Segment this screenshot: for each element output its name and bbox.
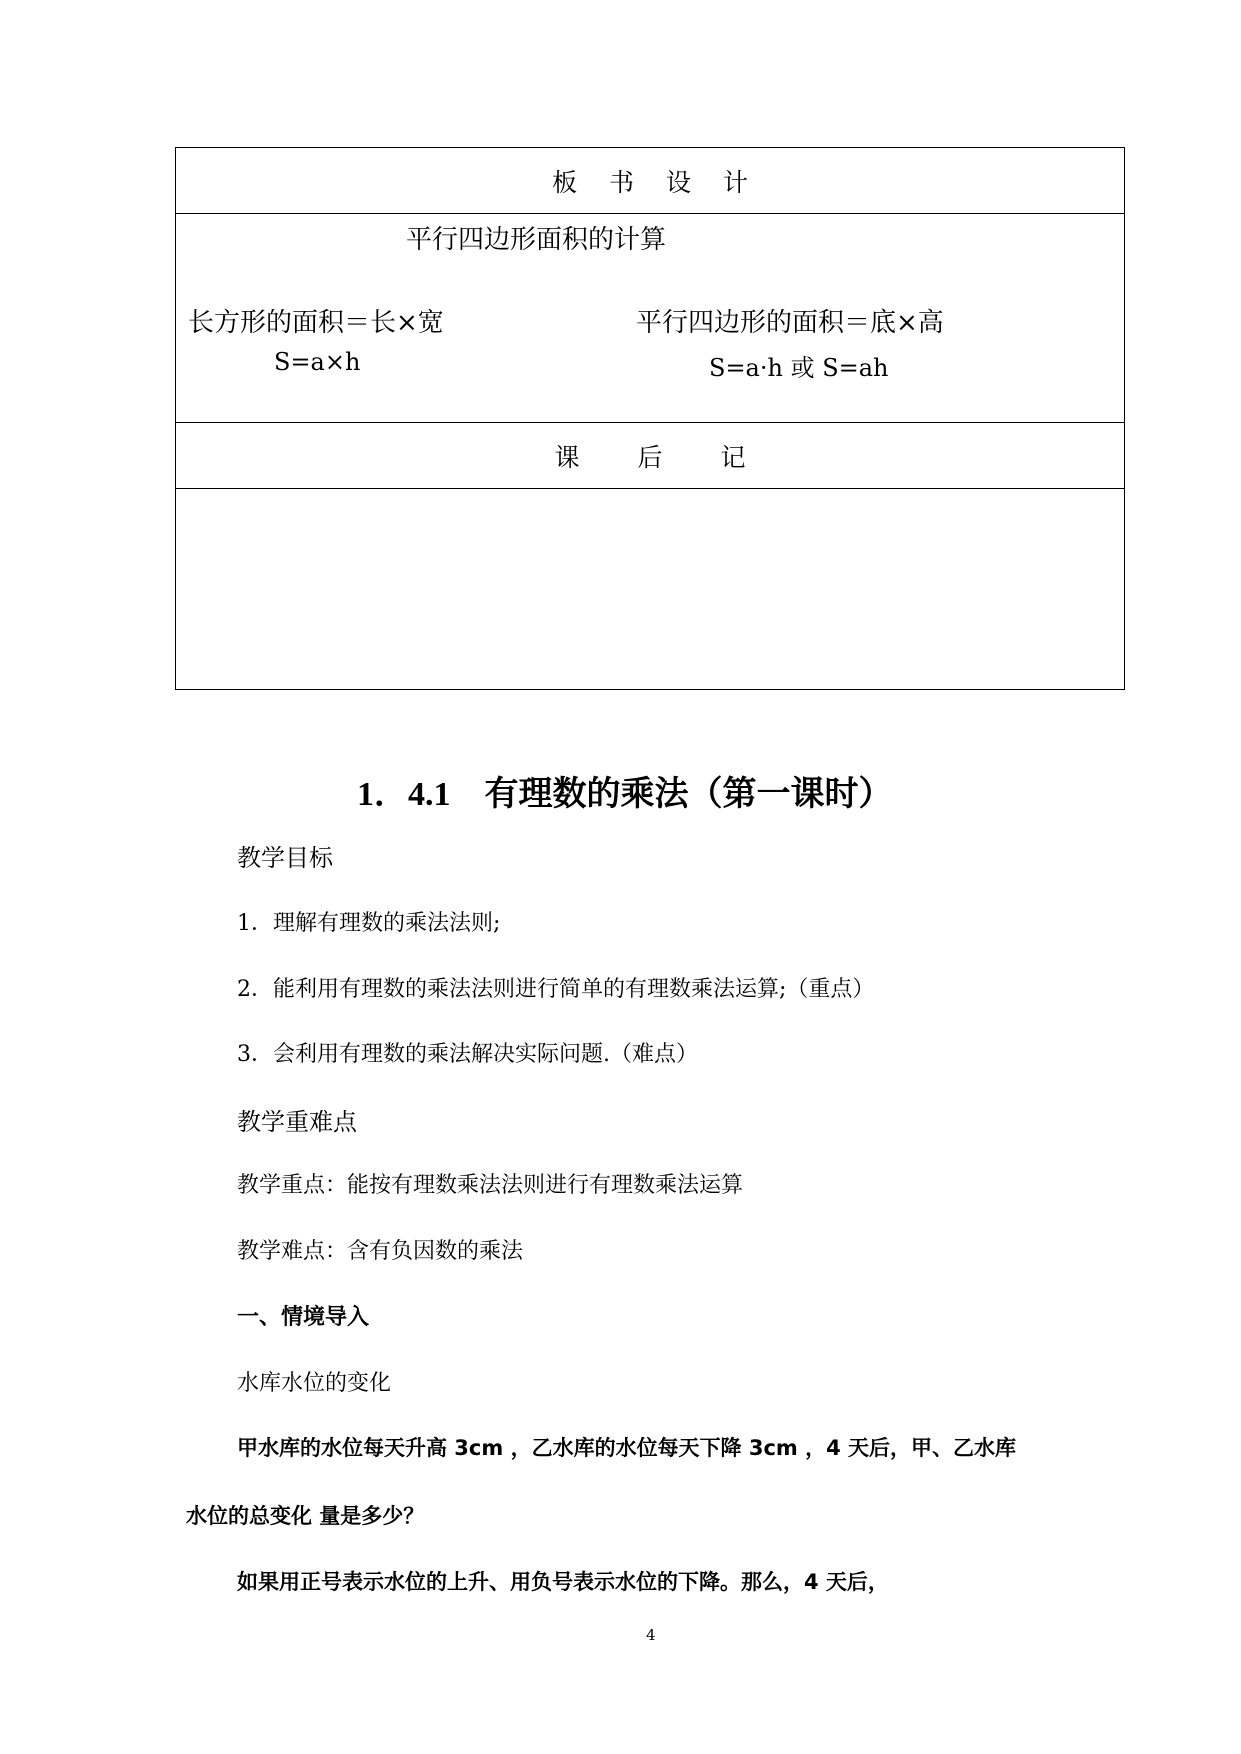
after-header-char: 记: [720, 442, 746, 472]
parallelogram-area-symbolic: S=a·h 或 S=ah: [709, 354, 889, 382]
goal-item: 3．会利用有理数的乘法解决实际问题.（难点）: [237, 1042, 698, 1067]
goals-heading: 教学目标: [237, 844, 333, 872]
board-title: 平行四边形面积的计算: [406, 225, 667, 255]
rectangle-area-symbolic: S=a×h: [274, 348, 361, 376]
after-header-char: 课: [554, 442, 580, 472]
after-class-notes: [176, 489, 1124, 689]
after-class-header: [176, 423, 1124, 489]
sign-convention-paragraph: 如果用正号表示水位的上升、用负号表示水位的下降。那么，4 天后，: [237, 1570, 889, 1594]
board-design-content: [176, 214, 1124, 423]
goal-item: 1．理解有理数的乘法法则;: [237, 911, 501, 936]
question-paragraph-line1: 甲水库的水位每天升高 3cm ，乙水库的水位每天下降 3cm ，4 天后，甲、乙水库: [237, 1436, 1017, 1460]
question-paragraph-line2: 水位的总变化 量是多少？: [186, 1504, 425, 1528]
key-point: 教学重点：能按有理数乘法法则进行有理数乘法运算: [237, 1173, 744, 1198]
after-header-char: 后: [637, 442, 663, 472]
lesson-table: [175, 147, 1125, 690]
key-points-heading: 教学重难点: [237, 1108, 357, 1136]
page-number: 4: [646, 1626, 656, 1644]
lesson-title: 1．4.1 有理数的乘法（第一课时）: [357, 776, 893, 813]
board-header-char: 计: [723, 167, 749, 197]
board-header-char: 书: [608, 167, 634, 197]
goal-item: 2．能利用有理数的乘法法则进行简单的有理数乘法运算;（重点）: [237, 977, 875, 1002]
rectangle-area-formula: 长方形的面积＝长×宽: [188, 308, 444, 338]
section-1-subheading: 水库水位的变化: [237, 1371, 392, 1396]
difficult-point: 教学难点：含有负因数的乘法: [237, 1239, 524, 1264]
board-header-char: 板: [551, 167, 577, 197]
board-design-header: [176, 148, 1124, 214]
parallelogram-area-formula: 平行四边形的面积＝底×高: [636, 308, 944, 338]
board-header-char: 设: [666, 167, 692, 197]
section-1-heading: 一、情境导入: [237, 1305, 370, 1330]
